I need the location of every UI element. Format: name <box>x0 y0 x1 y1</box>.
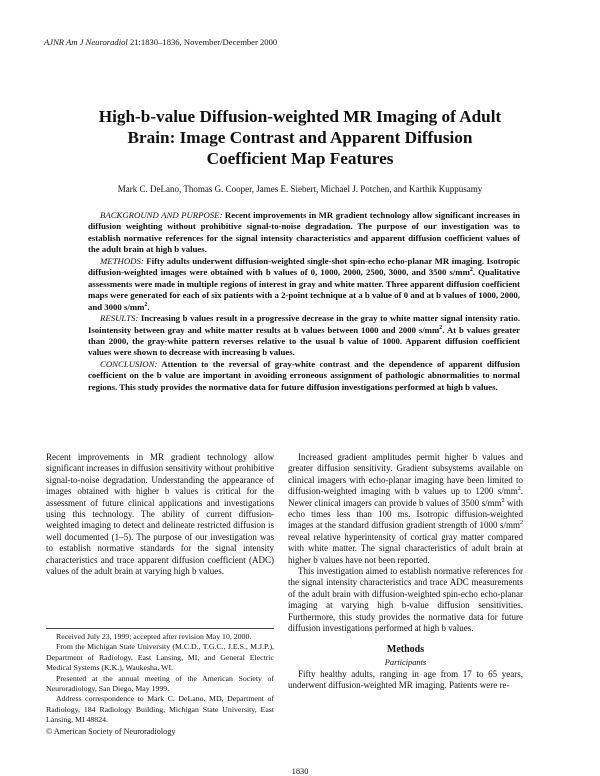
superscript-2: 2 <box>144 301 148 308</box>
abstract-methods-heading: METHODS: <box>100 255 144 266</box>
footnote-presented: Presented at the annual meeting of the American Society of Neuroradiology, San Diego, May 1999. <box>46 673 274 694</box>
citation-details: 21:1830–1836, November/December 2000 <box>129 37 278 47</box>
abstract-methods <box>88 256 520 313</box>
gradient-text-a: Increased gradient amplitudes permit higher b values and greater diffusion sensitivity. Gradient subsystems available on clinical imagers with echo-planar imaging have been limited to diffusion-weighted imaging with b values up to 1200 s/mm <box>288 452 523 497</box>
abstract-background-text: Recent improvements in MR gradient technology allow significant increases in diffusion weighting without prohibitive signal-to-noise degradation. The purpose of our investigation was to establish normative references for the signal intensity characteristics and apparent diffusion coefficient values of the adult brain at high b values. <box>88 210 521 255</box>
abstract-background <box>88 210 520 256</box>
gradient-text-b: . Newer clinical imagers can provide b values of 3500 s/mm <box>288 486 523 508</box>
abstract-methods-text-a: Fifty adults underwent diffusion-weighted single-shot spin-echo echo-planar MR imaging. Isotropic diffusion-weighted images were obtained with b values of 0, 1000, 2000, 2500, 3000, and 3500 s/mm <box>88 255 521 278</box>
abstract-results-text-b: . At b values greater than 2000, the gray-white pattern reverses relative to the usual b value of 1000. Apparent diffusion coefficient values were shown to decrease with increasing b values. <box>88 324 520 358</box>
intro-paragraph: Recent improvements in MR gradient technology allow significant increases in diffusion sensitivity without prohibitive signal-to-noise degradation. Understanding the appearance of images obtained with higher b values is critical for the assessment of future clinical applications and investigations using this technology. The ability of current diffusion-weighted imaging to detect and delineate restricted diffusion is well documented (1–5). The purpose of our investigation was to establish normative standards for the signal intensity characteristics and trace apparent diffusion coefficient (ADC) values of the adult brain at varying high b values. <box>46 452 274 577</box>
methods-heading: Methods <box>386 643 425 655</box>
body-left-column <box>46 452 274 577</box>
aim-paragraph: This investigation aimed to establish normative references for the signal intensity characteristics and trace ADC measurements of the adult brain with diffusion-weighted spin-echo echo-planar imaging at varying high b-value diffusion sensitivities. Furthermore, this study provides the normative data for future diffusion investigations performed at high b values. <box>288 566 523 634</box>
abstract-results-text-a: Increasing b values result in a progressive decrease in the gray to white matter signal intensity ratio. Isointensity between gray and white matter results at b values between 1000 and 2000 s/mm <box>88 313 521 335</box>
page-number: 1830 <box>291 767 309 776</box>
journal-citation <box>44 37 277 47</box>
abstract-results <box>88 313 520 359</box>
gradient-text-c: with echo times less than 100 ms. Isotropic diffusion-weighted images at the standard diffusion gradient strength of 1000 s/mm <box>288 497 523 531</box>
abstract <box>88 210 520 393</box>
footnote-address: Address correspondence to Mark C. DeLano, MD, Department of Radiology, 184 Radiology Building, Michigan State University, East Lansing, MI 48824. <box>46 694 274 725</box>
superscript-2: 2 <box>439 324 443 331</box>
footnotes <box>46 628 274 726</box>
title-line-1: High-b-value Diffusion-weighted MR Imaging of Adult <box>98 107 502 126</box>
superscript-2: 2 <box>501 497 505 504</box>
journal-name: AJNR Am J Neuroradiol <box>44 37 128 47</box>
participants-heading: Participants <box>384 657 427 667</box>
abstract-background-heading: BACKGROUND AND PURPOSE: <box>100 210 223 220</box>
superscript-2: 2 <box>520 520 523 527</box>
abstract-conclusion-heading: CONCLUSION: <box>100 358 158 369</box>
footnote-affiliations: From the Michigan State University (M.C.D., T.G.C., J.E.S., M.J.P.), Department of Radiology, East Lansing, MI, and General Electric Medical Systems (K.K.), Waukesha, WI. <box>46 642 274 673</box>
footnote-received: Received July 23, 1999; accepted after revision May 10, 2000. <box>56 632 252 641</box>
gradient-paragraph <box>288 452 523 566</box>
author-list: Mark C. DeLano, Thomas G. Cooper, James E. Siebert, Michael J. Potchen, and Karthik Kuppusamy <box>117 184 483 194</box>
gradient-text-d: reveal relative hyperintensity of cortical gray matter compared with white matter. The signal characteristics of adult brain at higher b values have not been reported. <box>288 531 523 565</box>
title-line-2: Brain: Image Contrast and Apparent Diffusion <box>127 128 473 147</box>
article-title <box>60 106 540 169</box>
title-line-3: Coefficient Map Features <box>206 149 394 168</box>
abstract-conclusion-text: Attention to the reversal of gray-white contrast and the dependence of apparent diffusion coefficient on the b value are important in avoiding erroneous assignment of pathologic abnormalities to normal regions. This study provides the normative data for future diffusion investigations performed at high b values. <box>88 358 520 392</box>
abstract-methods-text-b: . Qualitative assessments were made in multiple regions of interest in gray and white matter. Three apparent diffusion coefficient maps were generated for each of six patients with a 2-point technique at a b value of 0 and at b values of 1000, 2000, and 3000 s/mm <box>88 267 520 312</box>
body-right-column <box>288 452 523 691</box>
superscript-2: 2 <box>469 267 473 274</box>
superscript-2: 2 <box>517 486 521 493</box>
participants-paragraph: Fifty healthy adults, ranging in age from 17 to 65 years, underwent diffusion-weighted MR imaging. Patients were re- <box>288 668 523 690</box>
abstract-methods-text-c: . <box>147 301 150 312</box>
abstract-results-heading: RESULTS: <box>100 313 139 324</box>
copyright-notice: © American Society of Neuroradiology <box>46 727 176 736</box>
abstract-conclusion <box>88 359 520 393</box>
